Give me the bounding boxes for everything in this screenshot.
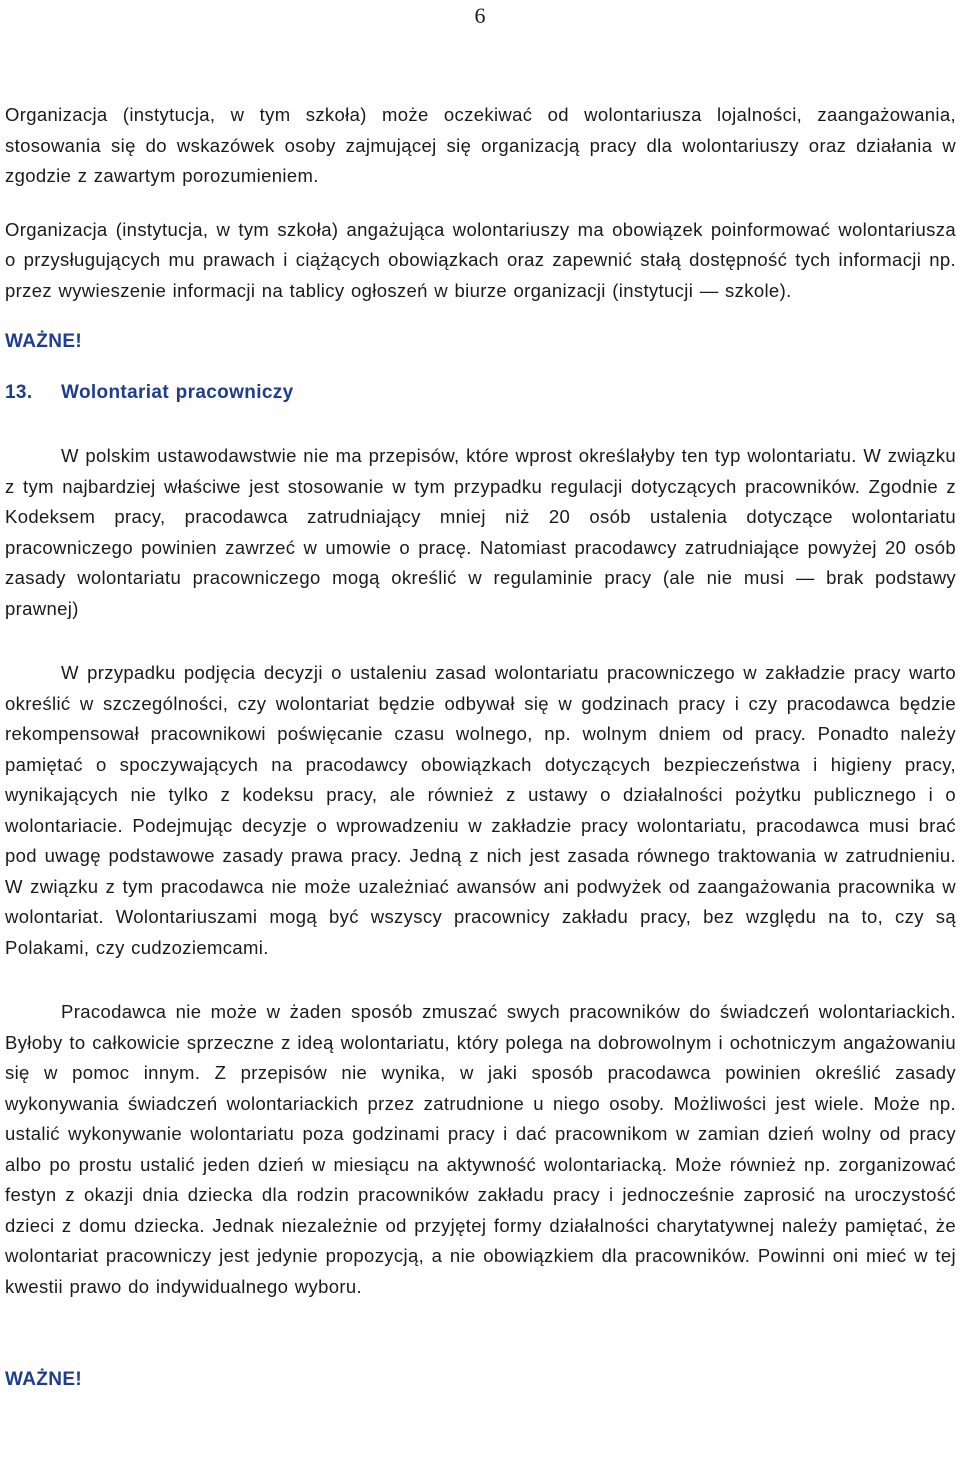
document-body	[5, 100, 956, 1396]
paragraph-no-coercion: Pracodawca nie może w żaden sposób zmuszać swych pracowników do świadczeń wolontariackich. Byłoby to całkowicie sprzeczne z ideą wolontariatu, który polega na dobrowolnym i ochotniczym angażowaniu się w pomoc innym. Z przepisów nie wynika, w jaki sposób pracodawca powinien określić zasady wykonywania świadczeń wolontariackich przez zatrudnione u niego osoby. Możliwości jest wiele. Może np. ustalić wykonywanie wolontariatu poza godzinami pracy i dać pracownikom w zamian dzień wolny od pracy albo po prostu ustalić jeden dzień w miesiącu na aktywność wolontariacką. Może również np. zorganizować festyn z okazji dnia dziecka dla rodzin pracowników zakładu pracy i jednocześnie zaprosić na uroczystość dzieci z domu dziecka. Jednak niezależnie od przyjętej formy działalności charytatywnej należy pamiętać, że wolontariat pracowniczy jest jedynie propozycją, a nie obowiązkiem dla pracowników. Powinni oni mieć w tej kwestii prawo do indywidualnego wyboru.	[5, 1001, 956, 1297]
important-notice: WAŻNE!	[5, 331, 83, 352]
paragraph-employer-rules: W przypadku podjęcia decyzji o ustaleniu zasad wolontariatu pracowniczego w zakładzie pracy warto określić w szczególności, czy wolontariat będzie odbywał się w godzinach pracy i czy pracodawca będzie rekompensował pracownikowi poświęcanie czasu wolnego, np. wolnym dniem od pracy. Ponadto należy pamiętać o spoczywających na pracodawcy obowiązkach dotyczących bezpieczeństwa i higieny pracy, wynikających nie tylko z kodeksu pracy, ale również z ustawy o działalności pożytku publicznego i o wolontariacie. Podejmując decyzje o wprowadzeniu w zakładzie pracy wolontariatu, pracodawca musi brać pod uwagę podstawowe zasady prawa pracy. Jedną z nich jest zasada równego traktowania w zatrudnieniu. W związku z tym pracodawca nie może uzależniać awansów ani podwyżek od zaangażowania pracownika w wolontariat. Wolontariuszami mogą być wszyscy pracownicy zakładu pracy, bez względu na to, czy są Polakami, czy cudzoziemcami.	[5, 662, 956, 958]
page-number: 6	[474, 3, 486, 28]
paragraph-organization-duties: Organizacja (instytucja, w tym szkoła) angażująca wolontariuszy ma obowiązek poinformować wolontariusza o przysługujących mu prawach i ciążących obowiązkach oraz zapewnić stałą dostępność tych informacji np. przez wywieszenie informacji na tablicy ogłoszeń w biurze organizacji (instytucji — szkole).	[5, 218, 956, 301]
paragraph-legislation: W polskim ustawodawstwie nie ma przepisów, które wprost określałyby ten typ wolontariatu. W związku z tym najbardziej właściwe jest stosowanie w tym przypadku regulacji dotyczących pracowników. Zgodnie z Kodeksem pracy, pracodawca zatrudniający mniej niż 20 osób ustalenia dotyczące wolontariatu pracowniczego powinien zawrzeć w umowie o pracę. Natomiast pracodawcy zatrudniające powyżej 20 osób zasady wolontariatu pracowniczego mogą określić w regulaminie pracy (ale nie musi — brak podstawy prawnej)	[5, 445, 956, 619]
section-title: Wolontariat pracowniczy	[61, 381, 294, 403]
section-number: 13.	[5, 381, 33, 403]
important-notice-bottom: WAŻNE!	[5, 1369, 83, 1390]
section-heading	[5, 378, 956, 409]
paragraph-volunteer-expectations: Organizacja (instytucja, w tym szkoła) może oczekiwać od wolontariusza lojalności, zaangażowania, stosowania się do wskazówek osoby zajmującej się organizacją pracy dla wolontariuszy oraz działania w zgodzie z zawartym porozumieniem.	[5, 104, 956, 186]
